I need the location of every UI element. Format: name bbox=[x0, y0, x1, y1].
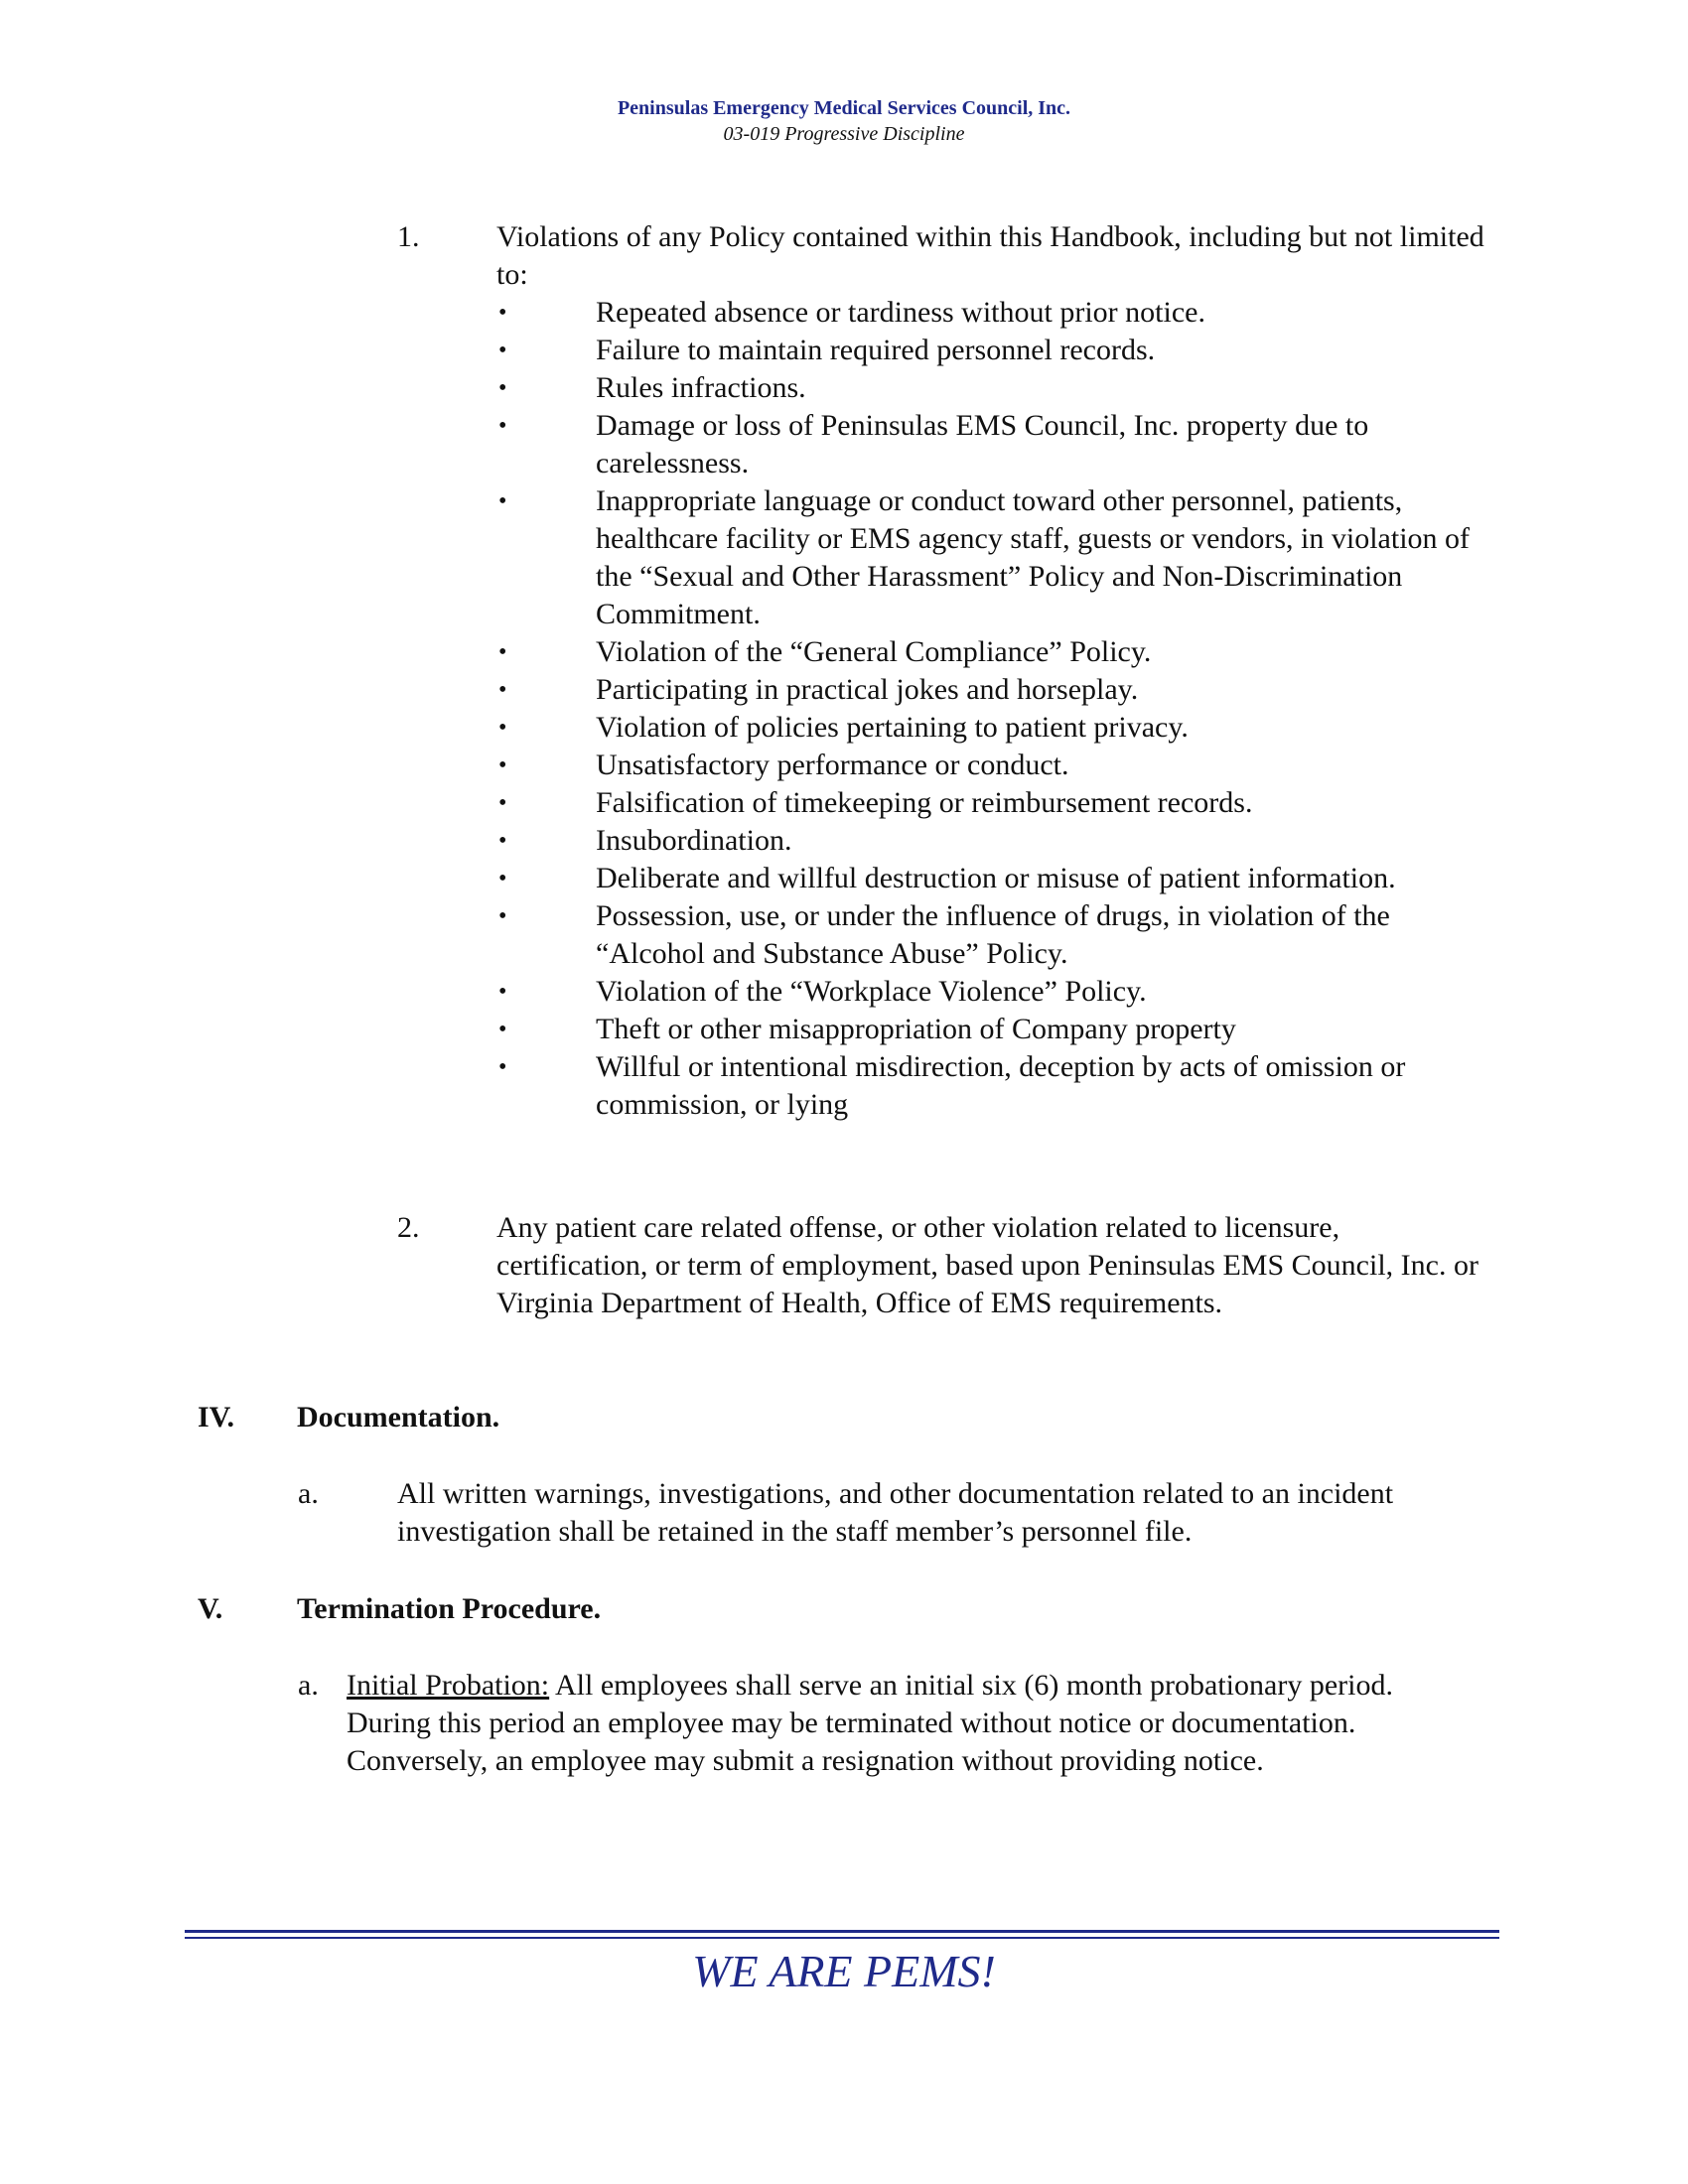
violation-text: Theft or other misappropriation of Company property bbox=[596, 1013, 1236, 1045]
document-title: 03-019 Progressive Discipline bbox=[723, 123, 965, 145]
bullet-icon: • bbox=[498, 300, 507, 326]
violation-text: Deliberate and willful destruction or misuse of patient information. bbox=[596, 862, 1396, 894]
bullet-icon: • bbox=[498, 903, 507, 929]
bullet-icon: • bbox=[498, 715, 507, 741]
violation-text: Failure to maintain required personnel records. bbox=[596, 334, 1156, 366]
violation-text: Inappropriate language or conduct toward other personnel, patients, healthcare facility or EMS agency staff, guests or vendors, in violation of the “Sexual and Other Harassment” Policy and Non-Discrimination Commitment. bbox=[596, 484, 1471, 630]
violation-list bbox=[496, 294, 1489, 1124]
violation-list-item bbox=[496, 369, 1489, 407]
section-title: Documentation. bbox=[297, 1401, 500, 1433]
bullet-icon: • bbox=[498, 375, 507, 401]
violation-text: Violation of policies pertaining to patient privacy. bbox=[596, 711, 1189, 744]
violation-list-item bbox=[496, 784, 1489, 822]
section-title: Termination Procedure. bbox=[297, 1592, 602, 1625]
bullet-icon: • bbox=[498, 413, 507, 439]
violation-text: Insubordination. bbox=[596, 824, 792, 857]
section-number: V. bbox=[198, 1592, 223, 1625]
violation-list-item bbox=[496, 860, 1489, 897]
section-heading-documentation bbox=[198, 1399, 499, 1436]
initial-probation-text: All employees shall serve an initial six (6) month probationary period. During this period an employee may be terminated without notice or documentation. Conversely, an employee may submit a resignation without providing notice. bbox=[347, 1669, 1393, 1777]
item-text: Any patient care related offense, or other violation related to licensure, certification, or term of employment, based upon Peninsulas EMS Council, Inc. or Virginia Department of Health, Office of EMS requirements. bbox=[496, 1211, 1478, 1319]
violation-list-item bbox=[496, 407, 1489, 482]
item-letter: a. bbox=[298, 1477, 319, 1510]
bullet-icon: • bbox=[498, 338, 507, 363]
violation-list-item bbox=[496, 973, 1489, 1011]
violation-text: Willful or intentional misdirection, deception by acts of omission or commission, or lying bbox=[596, 1050, 1406, 1121]
violation-list-item bbox=[496, 1011, 1489, 1048]
numbered-item-2 bbox=[397, 1209, 1489, 1322]
page-header bbox=[0, 95, 1688, 147]
footer-rule-secondary bbox=[185, 1937, 1499, 1939]
item-number: 2. bbox=[397, 1211, 420, 1244]
initial-probation-label: Initial Probation: bbox=[347, 1669, 550, 1702]
bullet-icon: • bbox=[498, 639, 507, 665]
item-number: 1. bbox=[397, 220, 420, 253]
violation-text: Participating in practical jokes and horseplay. bbox=[596, 673, 1139, 706]
bullet-icon: • bbox=[498, 1054, 507, 1080]
violation-list-item bbox=[496, 822, 1489, 860]
violation-list-item bbox=[496, 482, 1489, 633]
violation-text: Possession, use, or under the influence of drugs, in violation of the “Alcohol and Substance Abuse” Policy. bbox=[596, 899, 1390, 970]
violation-list-item bbox=[496, 332, 1489, 369]
bullet-icon: • bbox=[498, 488, 507, 514]
violation-text: Rules infractions. bbox=[596, 371, 806, 404]
violation-list-item bbox=[496, 747, 1489, 784]
item-text: All written warnings, investigations, and other documentation related to an incident investigation shall be retained in the staff member’s personnel file. bbox=[397, 1477, 1394, 1548]
bullet-icon: • bbox=[498, 866, 507, 891]
violation-text: Repeated absence or tardiness without prior notice. bbox=[596, 296, 1205, 329]
termination-item-a bbox=[298, 1667, 1440, 1780]
violation-text: Damage or loss of Peninsulas EMS Council, Inc. property due to carelessness. bbox=[596, 409, 1369, 479]
violation-list-item bbox=[496, 897, 1489, 973]
footer-slogan: WE ARE PEMS! bbox=[692, 1946, 996, 1996]
violation-text: Falsification of timekeeping or reimbursement records. bbox=[596, 786, 1253, 819]
violation-list-item bbox=[496, 709, 1489, 747]
violation-text: Unsatisfactory performance or conduct. bbox=[596, 749, 1069, 781]
bullet-icon: • bbox=[498, 677, 507, 703]
section-number: IV. bbox=[198, 1401, 234, 1433]
violation-list-item bbox=[496, 671, 1489, 709]
section-heading-termination bbox=[198, 1590, 601, 1628]
item-text bbox=[347, 1667, 1440, 1780]
documentation-item-a bbox=[298, 1475, 1440, 1551]
violation-list-item bbox=[496, 633, 1489, 671]
bullet-icon: • bbox=[498, 979, 507, 1005]
violation-list-item bbox=[496, 294, 1489, 332]
organization-name: Peninsulas Emergency Medical Services Council, Inc. bbox=[617, 97, 1071, 119]
item-letter: a. bbox=[298, 1669, 319, 1702]
violation-text: Violation of the “General Compliance” Policy. bbox=[596, 635, 1152, 668]
footer-rule bbox=[185, 1930, 1499, 1933]
bullet-icon: • bbox=[498, 828, 507, 854]
violation-list-item bbox=[496, 1048, 1489, 1124]
bullet-icon: • bbox=[498, 790, 507, 816]
numbered-item-1 bbox=[397, 218, 1489, 1124]
bullet-icon: • bbox=[498, 752, 507, 778]
violation-text: Violation of the “Workplace Violence” Policy. bbox=[596, 975, 1147, 1008]
bullet-icon: • bbox=[498, 1017, 507, 1042]
item-text: Violations of any Policy contained within this Handbook, including but not limited to: bbox=[496, 220, 1484, 291]
